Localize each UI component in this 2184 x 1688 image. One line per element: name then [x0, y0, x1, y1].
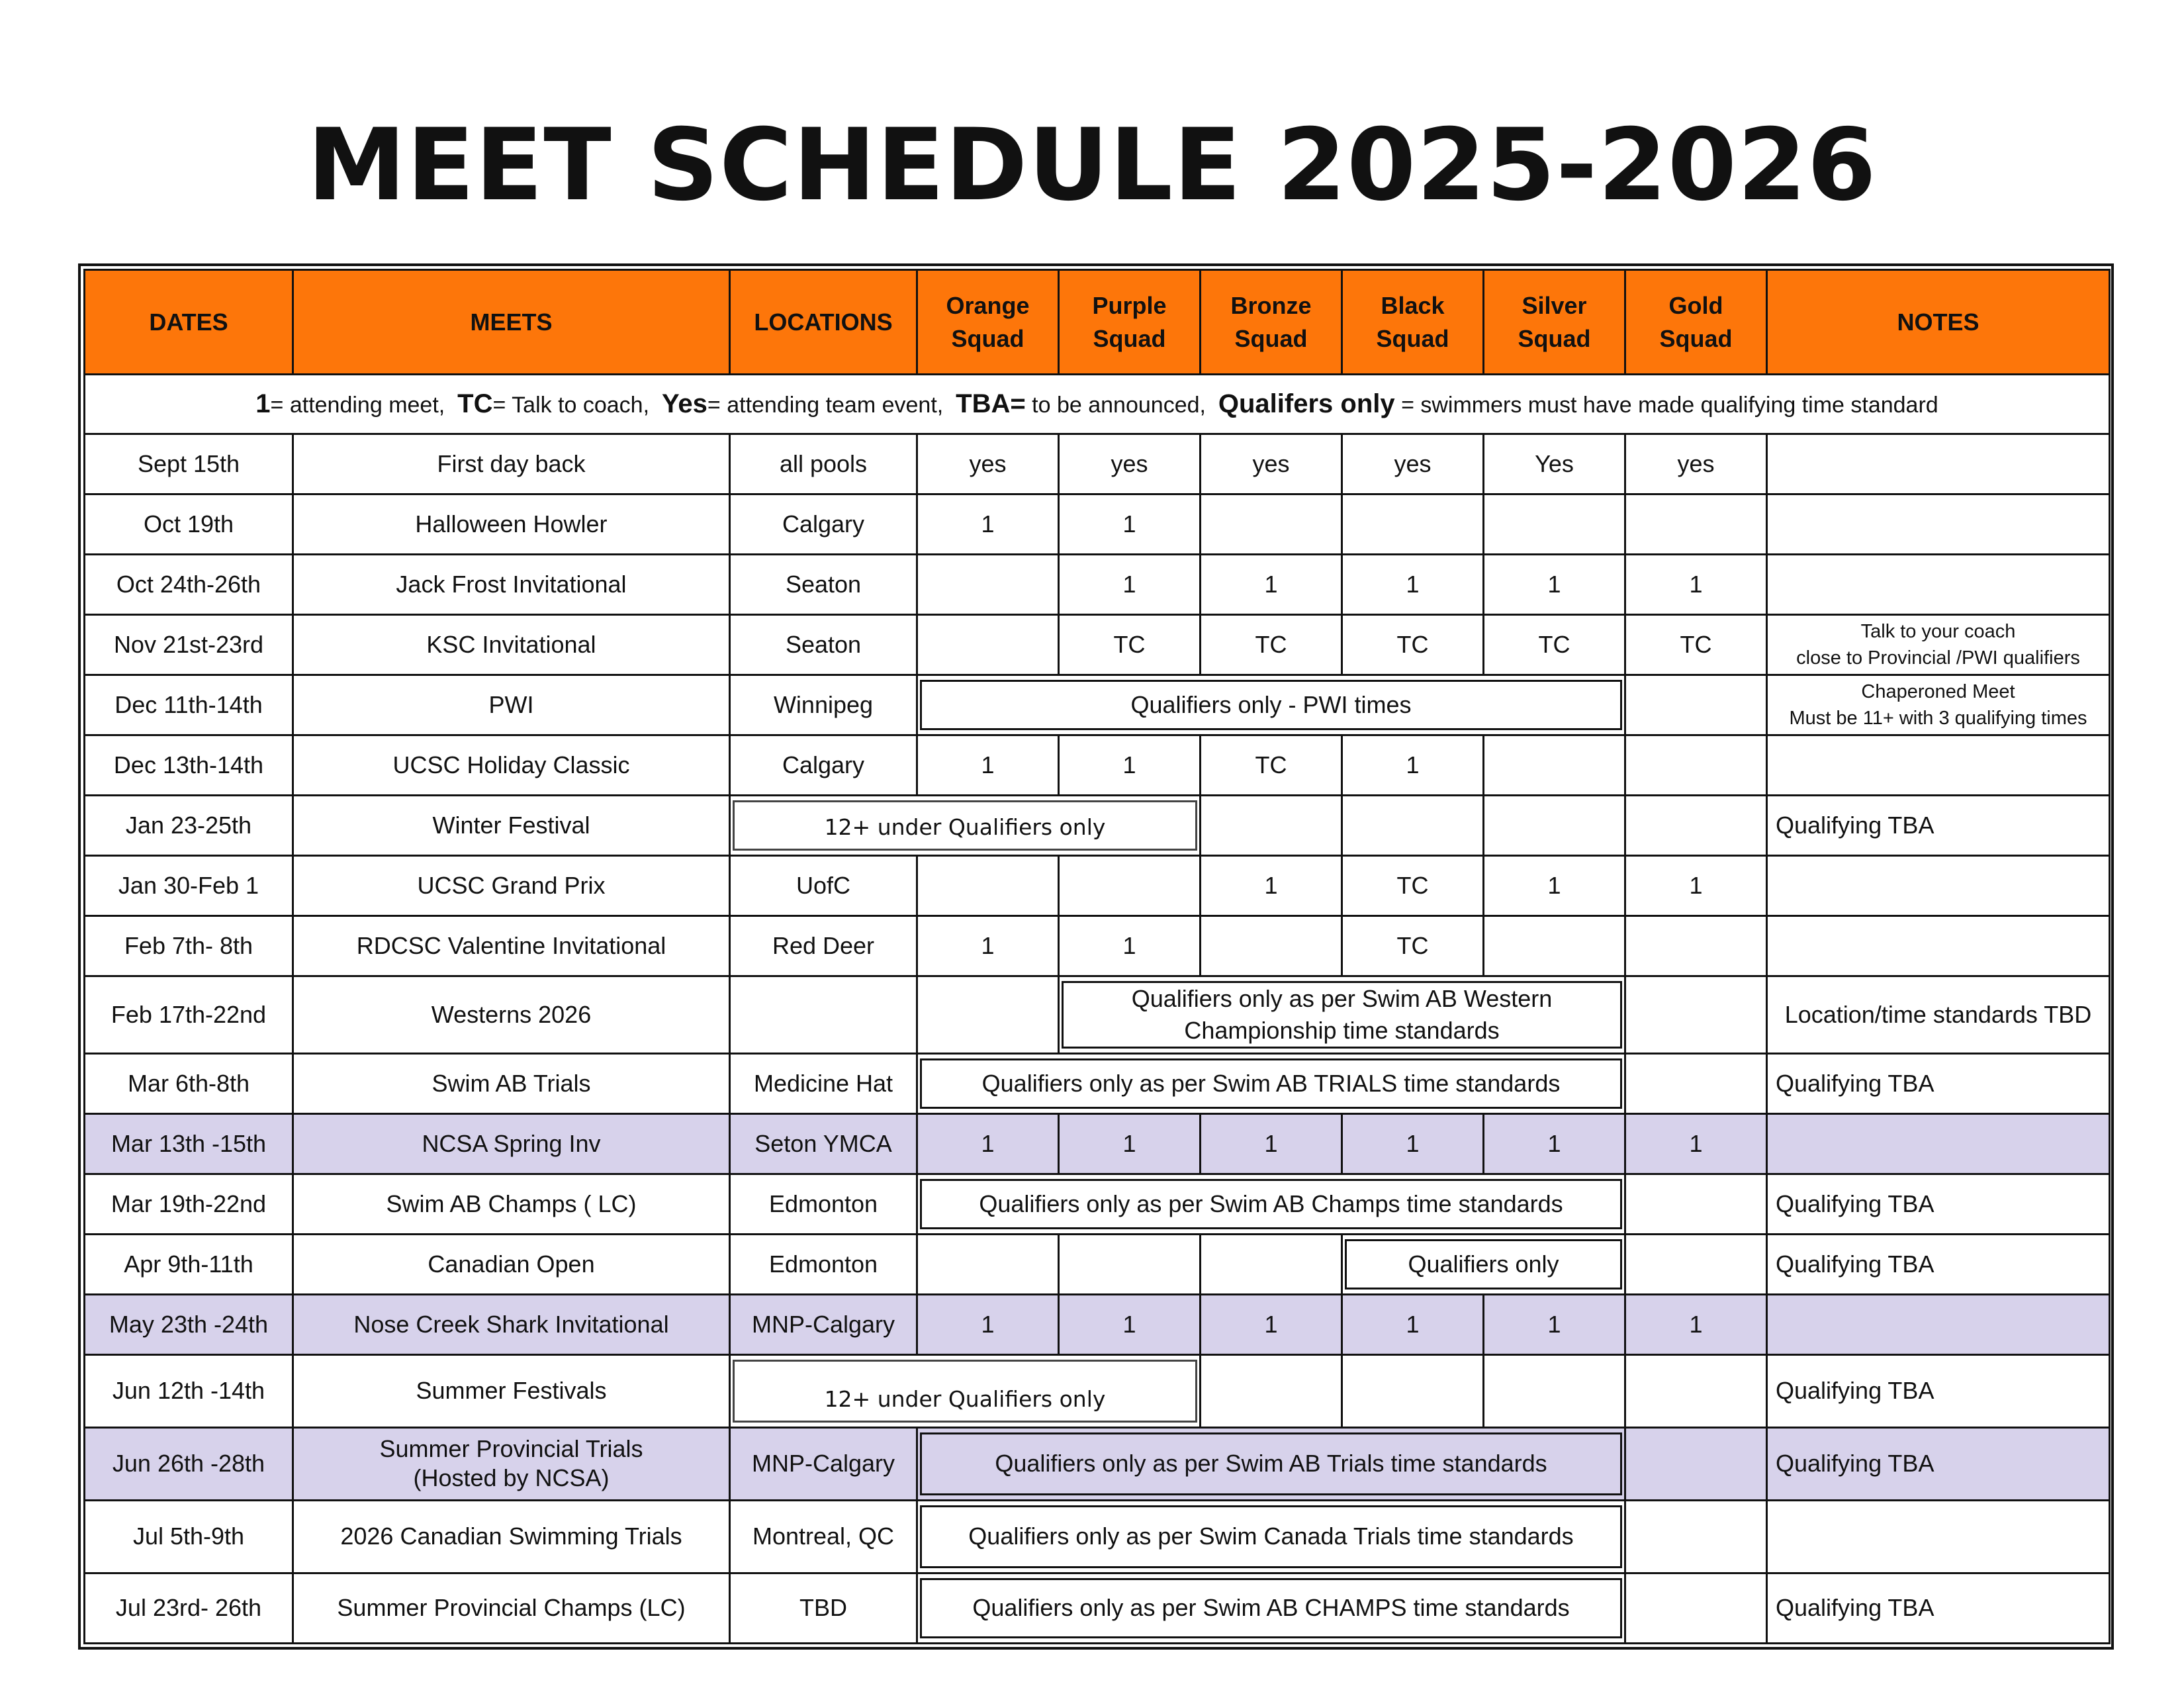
- date-cell: Jul 5th-9th: [85, 1500, 293, 1573]
- merged-qualifier-cell: [1059, 976, 1625, 1053]
- date-cell: Jan 23-25th: [85, 796, 293, 856]
- table-row: [85, 1354, 2110, 1427]
- orange-squad-cell: 1: [917, 494, 1059, 555]
- location-cell: UofC: [730, 856, 917, 916]
- black-squad-cell: TC: [1342, 615, 1484, 675]
- location-cell: TBD: [730, 1573, 917, 1643]
- merged-qualifier-cell: [917, 1053, 1625, 1113]
- page-title: MEET SCHEDULE 2025-2026: [307, 108, 1877, 223]
- legend-text: 1= attending meet, TC= Talk to coach, Yes= attending team event, TBA= to be announced, Qualifers only = swimmers must have made qualifying time standard: [85, 375, 2110, 434]
- silver-squad-cell: TC: [1484, 615, 1625, 675]
- meet-cell: 2026 Canadian Swimming Trials: [293, 1500, 730, 1573]
- bronze-squad-cell: [1201, 494, 1342, 555]
- merged-qualifier-cell: [730, 796, 1201, 856]
- gold-squad-cell: TC: [1625, 615, 1767, 675]
- purple-squad-cell: 1: [1059, 1113, 1201, 1174]
- notes-line: Talk to your coach: [1860, 621, 2016, 643]
- location-cell: Seaton: [730, 555, 917, 615]
- header-row: [85, 270, 2110, 375]
- meet-cell: RDCSC Valentine Invitational: [293, 916, 730, 976]
- date-cell: Sept 15th: [85, 434, 293, 494]
- table-row: [85, 1053, 2110, 1113]
- notes-cell: [1767, 735, 2110, 796]
- meet-cell: Westerns 2026: [293, 976, 730, 1053]
- date-cell: Jan 30-Feb 1: [85, 856, 293, 916]
- date-cell: Oct 24th-26th: [85, 555, 293, 615]
- gold-squad-cell: [1625, 1573, 1767, 1643]
- location-cell: Edmonton: [730, 1174, 917, 1234]
- meet-cell: Swim AB Champs ( LC): [293, 1174, 730, 1234]
- location-cell: Seton YMCA: [730, 1113, 917, 1174]
- table-row: [85, 856, 2110, 916]
- gold-squad-cell: yes: [1625, 434, 1767, 494]
- gold-squad-cell: [1625, 675, 1767, 735]
- meet-cell: NCSA Spring Inv: [293, 1113, 730, 1174]
- merged-qualifier-cell: [917, 1573, 1625, 1643]
- silver-squad-cell: [1484, 796, 1625, 856]
- silver-squad-cell: 1: [1484, 555, 1625, 615]
- orange-squad-cell: 1: [917, 1113, 1059, 1174]
- date-cell: May 23th -24th: [85, 1294, 293, 1354]
- purple-squad-cell: [1059, 856, 1201, 916]
- date-cell: Oct 19th: [85, 494, 293, 555]
- legend-row: [85, 375, 2110, 434]
- table-row: [85, 434, 2110, 494]
- meet-line: Summer Provincial Trials: [379, 1435, 643, 1463]
- schedule-table: [83, 269, 2111, 1644]
- silver-squad-cell: 1: [1484, 856, 1625, 916]
- orange-squad-cell: [917, 555, 1059, 615]
- orange-squad-cell: 1: [917, 916, 1059, 976]
- col-header-gold: Gold Squad: [1625, 270, 1767, 375]
- notes-cell: [1767, 434, 2110, 494]
- purple-squad-cell: 1: [1059, 494, 1201, 555]
- table-row: [85, 1113, 2110, 1174]
- meet-cell: Summer Provincial Champs (LC): [293, 1573, 730, 1643]
- purple-squad-cell: 1: [1059, 916, 1201, 976]
- table-row: [85, 916, 2110, 976]
- gold-squad-cell: [1625, 796, 1767, 856]
- gold-squad-cell: [1625, 976, 1767, 1053]
- gold-squad-cell: [1625, 1427, 1767, 1500]
- purple-squad-cell: 1: [1059, 555, 1201, 615]
- orange-squad-cell: [917, 856, 1059, 916]
- orange-squad-cell: [917, 976, 1059, 1053]
- silver-squad-cell: 1: [1484, 1113, 1625, 1174]
- meet-cell: UCSC Grand Prix: [293, 856, 730, 916]
- gold-squad-cell: [1625, 735, 1767, 796]
- table-row: [85, 1294, 2110, 1354]
- orange-squad-cell: [917, 615, 1059, 675]
- merged-qualifier-cell: [917, 1174, 1625, 1234]
- black-squad-cell: yes: [1342, 434, 1484, 494]
- notes-cell: [1767, 494, 2110, 555]
- merged-qualifier-cell: [917, 675, 1625, 735]
- date-cell: Mar 13th -15th: [85, 1113, 293, 1174]
- meet-cell: First day back: [293, 434, 730, 494]
- notes-cell: [1767, 555, 2110, 615]
- purple-squad-cell: TC: [1059, 615, 1201, 675]
- notes-cell: Qualifying TBA: [1767, 1234, 2110, 1294]
- meet-cell: Winter Festival: [293, 796, 730, 856]
- location-cell: [730, 976, 917, 1053]
- date-cell: Nov 21st-23rd: [85, 615, 293, 675]
- bronze-squad-cell: TC: [1201, 615, 1342, 675]
- black-squad-cell: 1: [1342, 555, 1484, 615]
- table-row: [85, 1234, 2110, 1294]
- bronze-squad-cell: 1: [1201, 1294, 1342, 1354]
- meet-cell: PWI: [293, 675, 730, 735]
- date-cell: Dec 11th-14th: [85, 675, 293, 735]
- orange-squad-cell: 1: [917, 735, 1059, 796]
- location-cell: MNP-Calgary: [730, 1427, 917, 1500]
- gold-squad-cell: 1: [1625, 555, 1767, 615]
- col-header-black: Black Squad: [1342, 270, 1484, 375]
- bronze-squad-cell: [1201, 1354, 1342, 1427]
- black-squad-cell: [1342, 1354, 1484, 1427]
- bronze-squad-cell: [1201, 796, 1342, 856]
- location-cell: Calgary: [730, 494, 917, 555]
- col-header-purple: Purple Squad: [1059, 270, 1201, 375]
- date-cell: Mar 19th-22nd: [85, 1174, 293, 1234]
- merged-qualifier-cell: [730, 1354, 1201, 1427]
- location-cell: all pools: [730, 434, 917, 494]
- notes-cell: Qualifying TBA: [1767, 1053, 2110, 1113]
- qualifier-box: Qualifiers only: [1345, 1239, 1622, 1289]
- meet-cell: UCSC Holiday Classic: [293, 735, 730, 796]
- location-cell: Red Deer: [730, 916, 917, 976]
- notes-line: close to Provincial /PWI qualifiers: [1796, 647, 2080, 669]
- notes-cell: [1767, 1113, 2110, 1174]
- bronze-squad-cell: yes: [1201, 434, 1342, 494]
- gold-squad-cell: [1625, 1174, 1767, 1234]
- date-cell: Feb 7th- 8th: [85, 916, 293, 976]
- qualifier-box: Qualifiers only as per Swim AB Western Championship time standards: [1062, 981, 1622, 1048]
- meet-cell: Nose Creek Shark Invitational: [293, 1294, 730, 1354]
- table-row: [85, 1573, 2110, 1643]
- date-cell: Jun 12th -14th: [85, 1354, 293, 1427]
- qualifier-box: Qualifiers only as per Swim AB Champs time standards: [920, 1179, 1622, 1229]
- bronze-squad-cell: [1201, 916, 1342, 976]
- meet-cell: Swim AB Trials: [293, 1053, 730, 1113]
- location-cell: MNP-Calgary: [730, 1294, 917, 1354]
- bronze-squad-cell: 1: [1201, 1113, 1342, 1174]
- location-cell: Calgary: [730, 735, 917, 796]
- date-cell: Feb 17th-22nd: [85, 976, 293, 1053]
- gold-squad-cell: 1: [1625, 1113, 1767, 1174]
- orange-squad-cell: 1: [917, 1294, 1059, 1354]
- notes-cell: Qualifying TBA: [1767, 796, 2110, 856]
- notes-cell: Qualifying TBA: [1767, 1573, 2110, 1643]
- notes-cell: Location/time standards TBD: [1767, 976, 2110, 1053]
- notes-cell: Qualifying TBA: [1767, 1354, 2110, 1427]
- meet-cell: Jack Frost Invitational: [293, 555, 730, 615]
- silver-squad-cell: 1: [1484, 1294, 1625, 1354]
- black-squad-cell: [1342, 796, 1484, 856]
- notes-cell: [1767, 615, 2110, 675]
- orange-squad-cell: [917, 1234, 1059, 1294]
- table-row: [85, 1174, 2110, 1234]
- notes-line: Chaperoned Meet: [1861, 681, 2015, 703]
- merged-qualifier-cell: [1342, 1234, 1625, 1294]
- silver-squad-cell: [1484, 735, 1625, 796]
- location-cell: Montreal, QC: [730, 1500, 917, 1573]
- gold-squad-cell: [1625, 1053, 1767, 1113]
- gold-squad-cell: 1: [1625, 856, 1767, 916]
- silver-squad-cell: [1484, 494, 1625, 555]
- purple-squad-cell: 1: [1059, 1294, 1201, 1354]
- bronze-squad-cell: TC: [1201, 735, 1342, 796]
- merged-qualifier-cell: [917, 1427, 1625, 1500]
- notes-line: Must be 11+ with 3 qualifying times: [1789, 708, 2087, 729]
- gold-squad-cell: 1: [1625, 1294, 1767, 1354]
- bronze-squad-cell: 1: [1201, 555, 1342, 615]
- bronze-squad-cell: [1201, 1234, 1342, 1294]
- notes-cell: Qualifying TBA: [1767, 1427, 2110, 1500]
- date-cell: Dec 13th-14th: [85, 735, 293, 796]
- table-row: [85, 1427, 2110, 1500]
- col-header-dates: DATES: [85, 270, 293, 375]
- black-squad-cell: 1: [1342, 735, 1484, 796]
- purple-squad-cell: [1059, 1234, 1201, 1294]
- col-header-notes: NOTES: [1767, 270, 2110, 375]
- qualifier-box: 12+ under Qualifiers only: [733, 1360, 1197, 1423]
- silver-squad-cell: [1484, 1354, 1625, 1427]
- date-cell: Jun 26th -28th: [85, 1427, 293, 1500]
- table-row: [85, 735, 2110, 796]
- meet-line: (Hosted by NCSA): [413, 1464, 610, 1492]
- meet-cell: Canadian Open: [293, 1234, 730, 1294]
- black-squad-cell: [1342, 494, 1484, 555]
- col-header-meets: MEETS: [293, 270, 730, 375]
- gold-squad-cell: [1625, 1354, 1767, 1427]
- qualifier-box: 12+ under Qualifiers only: [733, 800, 1197, 851]
- notes-cell: [1767, 675, 2110, 735]
- qualifier-box: Qualifiers only - PWI times: [920, 680, 1622, 730]
- date-cell: Apr 9th-11th: [85, 1234, 293, 1294]
- location-cell: Edmonton: [730, 1234, 917, 1294]
- col-header-orange: Orange Squad: [917, 270, 1059, 375]
- location-cell: Winnipeg: [730, 675, 917, 735]
- qualifier-box: Qualifiers only as per Swim AB CHAMPS time standards: [920, 1578, 1622, 1638]
- date-cell: Mar 6th-8th: [85, 1053, 293, 1113]
- purple-squad-cell: yes: [1059, 434, 1201, 494]
- purple-squad-cell: 1: [1059, 735, 1201, 796]
- gold-squad-cell: [1625, 1234, 1767, 1294]
- meet-cell: Summer Festivals: [293, 1354, 730, 1427]
- table-row: [85, 796, 2110, 856]
- table-row: [85, 555, 2110, 615]
- qualifier-box: Qualifiers only as per Swim Canada Trials time standards: [920, 1505, 1622, 1568]
- merged-qualifier-cell: [917, 1500, 1625, 1573]
- black-squad-cell: TC: [1342, 856, 1484, 916]
- gold-squad-cell: [1625, 494, 1767, 555]
- qualifier-box: Qualifiers only as per Swim AB TRIALS time standards: [920, 1058, 1622, 1109]
- black-squad-cell: TC: [1342, 916, 1484, 976]
- silver-squad-cell: Yes: [1484, 434, 1625, 494]
- notes-cell: [1767, 916, 2110, 976]
- date-cell: Jul 23rd- 26th: [85, 1573, 293, 1643]
- meet-cell: KSC Invitational: [293, 615, 730, 675]
- meet-cell: [293, 1427, 730, 1500]
- notes-cell: [1767, 1500, 2110, 1573]
- col-header-silver: Silver Squad: [1484, 270, 1625, 375]
- notes-cell: [1767, 856, 2110, 916]
- table-row: [85, 615, 2110, 675]
- gold-squad-cell: [1625, 1500, 1767, 1573]
- location-cell: Seaton: [730, 615, 917, 675]
- orange-squad-cell: yes: [917, 434, 1059, 494]
- table-row: [85, 675, 2110, 735]
- col-header-bronze: Bronze Squad: [1201, 270, 1342, 375]
- silver-squad-cell: [1484, 916, 1625, 976]
- gold-squad-cell: [1625, 916, 1767, 976]
- table-row: [85, 494, 2110, 555]
- location-cell: Medicine Hat: [730, 1053, 917, 1113]
- black-squad-cell: 1: [1342, 1113, 1484, 1174]
- black-squad-cell: 1: [1342, 1294, 1484, 1354]
- table-row: [85, 1500, 2110, 1573]
- col-header-locations: LOCATIONS: [730, 270, 917, 375]
- bronze-squad-cell: 1: [1201, 856, 1342, 916]
- notes-cell: [1767, 1294, 2110, 1354]
- table-row: [85, 976, 2110, 1053]
- meet-cell: Halloween Howler: [293, 494, 730, 555]
- notes-cell: Qualifying TBA: [1767, 1174, 2110, 1234]
- qualifier-box: Qualifiers only as per Swim AB Trials time standards: [920, 1432, 1622, 1495]
